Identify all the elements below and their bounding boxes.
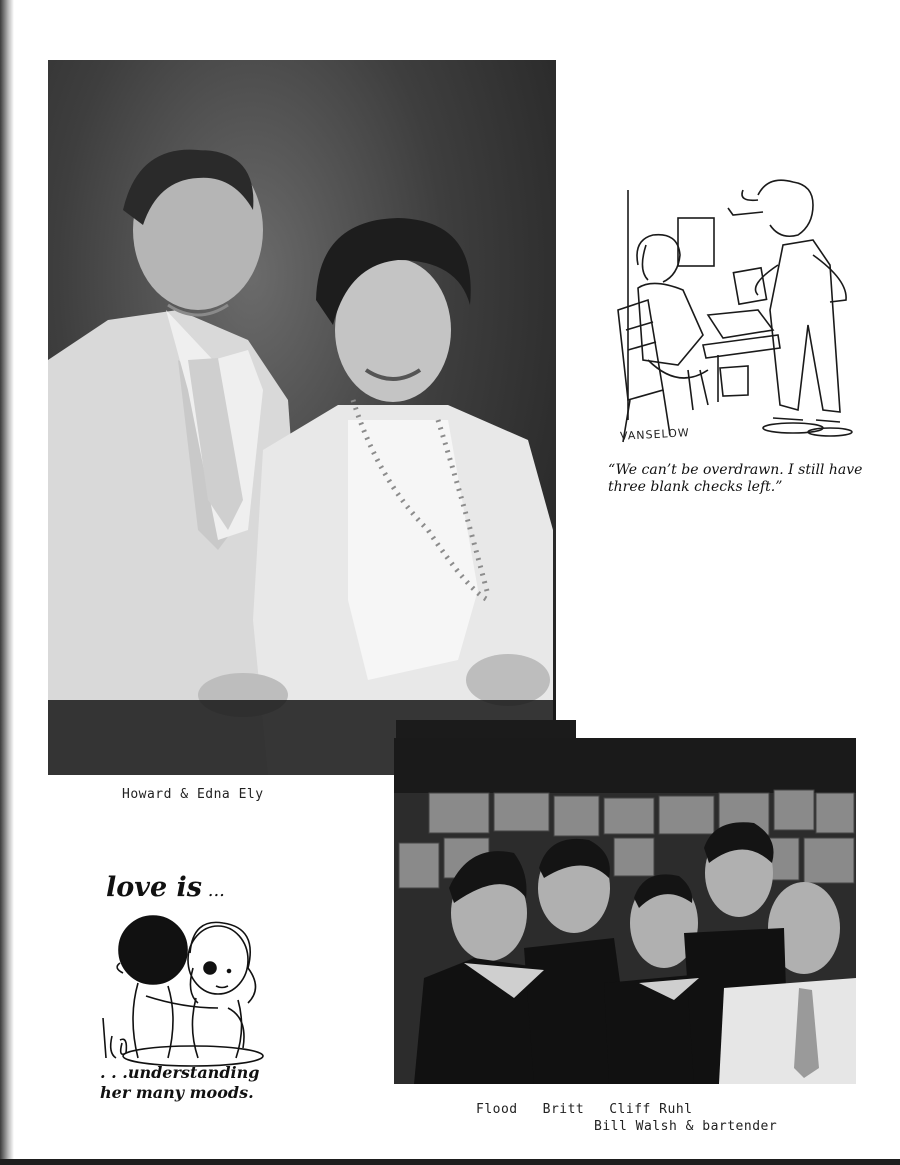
portrait-figures bbox=[48, 60, 556, 775]
love-is-caption bbox=[100, 1063, 259, 1103]
bar-photo-caption-line-2: Bill Walsh & bartender bbox=[594, 1119, 778, 1134]
portrait-caption: Howard & Edna Ely bbox=[122, 787, 264, 802]
portrait-photo bbox=[48, 60, 556, 775]
love-is-line-1: . . .understanding bbox=[100, 1063, 260, 1082]
cartoon-caption-line-2: three blank checks left.” bbox=[608, 479, 783, 495]
love-is-title bbox=[106, 872, 225, 903]
love-is-title-dots: ... bbox=[202, 880, 225, 901]
office-cartoon bbox=[608, 170, 858, 455]
cartoon-caption bbox=[608, 462, 868, 496]
cartoon-caption-line-1: “We can’t be overdrawn. I still have bbox=[608, 462, 863, 478]
love-is-line-2: her many moods. bbox=[100, 1083, 254, 1102]
love-is-title-text: love is bbox=[106, 872, 202, 903]
bar-group-photo bbox=[394, 738, 856, 1084]
page-bottom-edge bbox=[0, 1159, 900, 1165]
page-gutter-shadow bbox=[0, 0, 14, 1165]
love-is-illustration bbox=[98, 908, 283, 1068]
bar-group-figures bbox=[394, 738, 856, 1084]
bar-photo-caption-line-1: Flood Britt Cliff Ruhl bbox=[476, 1102, 693, 1117]
cartoon-signature: VANSELOW bbox=[619, 426, 691, 443]
